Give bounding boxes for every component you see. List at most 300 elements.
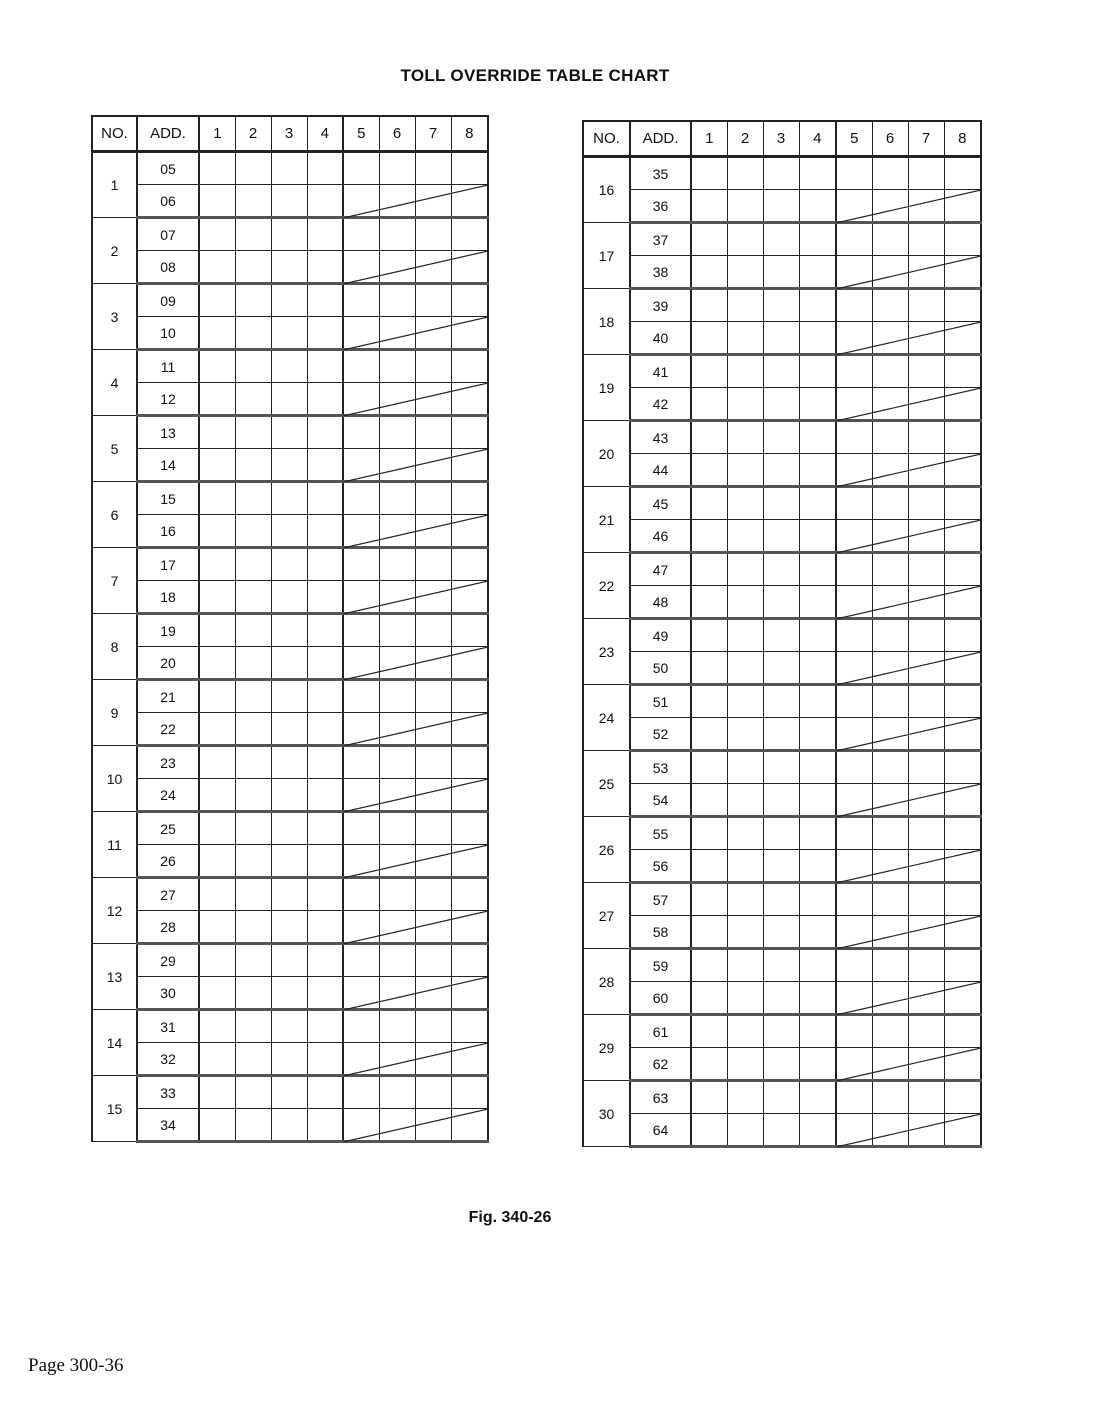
digit-cell[interactable]: [908, 223, 944, 256]
digit-cell[interactable]: [271, 845, 307, 878]
digit-cell[interactable]: [944, 916, 981, 949]
digit-cell[interactable]: [451, 152, 488, 185]
digit-cell[interactable]: [872, 487, 908, 520]
digit-cell[interactable]: [415, 218, 451, 251]
digit-cell[interactable]: [451, 977, 488, 1010]
digit-cell[interactable]: [872, 883, 908, 916]
digit-cell[interactable]: [235, 548, 271, 581]
digit-cell[interactable]: [343, 911, 379, 944]
digit-cell[interactable]: [799, 883, 836, 916]
digit-cell[interactable]: [836, 1114, 872, 1147]
digit-cell[interactable]: [727, 685, 763, 718]
digit-cell[interactable]: [872, 322, 908, 355]
digit-cell[interactable]: [379, 845, 415, 878]
digit-cell[interactable]: [727, 520, 763, 553]
digit-cell[interactable]: [691, 289, 727, 322]
digit-cell[interactable]: [451, 449, 488, 482]
digit-cell[interactable]: [379, 251, 415, 284]
digit-cell[interactable]: [199, 218, 235, 251]
digit-cell[interactable]: [235, 1076, 271, 1109]
digit-cell[interactable]: [908, 883, 944, 916]
digit-cell[interactable]: [307, 581, 343, 614]
digit-cell[interactable]: [836, 322, 872, 355]
digit-cell[interactable]: [451, 284, 488, 317]
digit-cell[interactable]: [908, 1081, 944, 1114]
digit-cell[interactable]: [836, 949, 872, 982]
digit-cell[interactable]: [343, 614, 379, 647]
digit-cell[interactable]: [872, 1048, 908, 1081]
digit-cell[interactable]: [343, 944, 379, 977]
digit-cell[interactable]: [235, 383, 271, 416]
digit-cell[interactable]: [451, 317, 488, 350]
digit-cell[interactable]: [379, 218, 415, 251]
digit-cell[interactable]: [763, 883, 799, 916]
digit-cell[interactable]: [271, 284, 307, 317]
digit-cell[interactable]: [691, 553, 727, 586]
digit-cell[interactable]: [799, 454, 836, 487]
digit-cell[interactable]: [415, 647, 451, 680]
digit-cell[interactable]: [836, 1048, 872, 1081]
digit-cell[interactable]: [199, 416, 235, 449]
digit-cell[interactable]: [343, 845, 379, 878]
digit-cell[interactable]: [235, 284, 271, 317]
digit-cell[interactable]: [235, 614, 271, 647]
digit-cell[interactable]: [763, 982, 799, 1015]
digit-cell[interactable]: [908, 982, 944, 1015]
digit-cell[interactable]: [271, 317, 307, 350]
digit-cell[interactable]: [451, 416, 488, 449]
digit-cell[interactable]: [451, 779, 488, 812]
digit-cell[interactable]: [199, 977, 235, 1010]
digit-cell[interactable]: [343, 284, 379, 317]
digit-cell[interactable]: [799, 388, 836, 421]
digit-cell[interactable]: [451, 1076, 488, 1109]
digit-cell[interactable]: [199, 284, 235, 317]
digit-cell[interactable]: [944, 1015, 981, 1048]
digit-cell[interactable]: [379, 581, 415, 614]
digit-cell[interactable]: [271, 614, 307, 647]
digit-cell[interactable]: [836, 817, 872, 850]
digit-cell[interactable]: [343, 482, 379, 515]
digit-cell[interactable]: [199, 482, 235, 515]
digit-cell[interactable]: [836, 685, 872, 718]
digit-cell[interactable]: [836, 850, 872, 883]
digit-cell[interactable]: [415, 284, 451, 317]
digit-cell[interactable]: [379, 713, 415, 746]
digit-cell[interactable]: [343, 251, 379, 284]
digit-cell[interactable]: [343, 713, 379, 746]
digit-cell[interactable]: [307, 779, 343, 812]
digit-cell[interactable]: [836, 883, 872, 916]
digit-cell[interactable]: [271, 350, 307, 383]
digit-cell[interactable]: [691, 817, 727, 850]
digit-cell[interactable]: [799, 520, 836, 553]
digit-cell[interactable]: [799, 916, 836, 949]
digit-cell[interactable]: [836, 916, 872, 949]
digit-cell[interactable]: [944, 322, 981, 355]
digit-cell[interactable]: [763, 553, 799, 586]
digit-cell[interactable]: [908, 949, 944, 982]
digit-cell[interactable]: [727, 883, 763, 916]
digit-cell[interactable]: [727, 718, 763, 751]
digit-cell[interactable]: [908, 652, 944, 685]
digit-cell[interactable]: [307, 680, 343, 713]
digit-cell[interactable]: [944, 784, 981, 817]
digit-cell[interactable]: [872, 553, 908, 586]
digit-cell[interactable]: [908, 157, 944, 190]
digit-cell[interactable]: [872, 1081, 908, 1114]
digit-cell[interactable]: [307, 548, 343, 581]
digit-cell[interactable]: [944, 487, 981, 520]
digit-cell[interactable]: [235, 713, 271, 746]
digit-cell[interactable]: [799, 1015, 836, 1048]
digit-cell[interactable]: [799, 190, 836, 223]
digit-cell[interactable]: [763, 256, 799, 289]
digit-cell[interactable]: [271, 152, 307, 185]
digit-cell[interactable]: [379, 416, 415, 449]
digit-cell[interactable]: [836, 355, 872, 388]
digit-cell[interactable]: [307, 812, 343, 845]
digit-cell[interactable]: [343, 1010, 379, 1043]
digit-cell[interactable]: [343, 317, 379, 350]
digit-cell[interactable]: [799, 586, 836, 619]
digit-cell[interactable]: [691, 949, 727, 982]
digit-cell[interactable]: [307, 218, 343, 251]
digit-cell[interactable]: [836, 619, 872, 652]
digit-cell[interactable]: [343, 1043, 379, 1076]
digit-cell[interactable]: [836, 190, 872, 223]
digit-cell[interactable]: [451, 911, 488, 944]
digit-cell[interactable]: [235, 746, 271, 779]
digit-cell[interactable]: [944, 586, 981, 619]
digit-cell[interactable]: [235, 944, 271, 977]
digit-cell[interactable]: [271, 251, 307, 284]
digit-cell[interactable]: [727, 1081, 763, 1114]
digit-cell[interactable]: [944, 388, 981, 421]
digit-cell[interactable]: [415, 614, 451, 647]
digit-cell[interactable]: [451, 218, 488, 251]
digit-cell[interactable]: [235, 647, 271, 680]
digit-cell[interactable]: [836, 223, 872, 256]
digit-cell[interactable]: [451, 581, 488, 614]
digit-cell[interactable]: [379, 746, 415, 779]
digit-cell[interactable]: [451, 614, 488, 647]
digit-cell[interactable]: [727, 289, 763, 322]
digit-cell[interactable]: [799, 949, 836, 982]
digit-cell[interactable]: [799, 355, 836, 388]
digit-cell[interactable]: [307, 647, 343, 680]
digit-cell[interactable]: [343, 977, 379, 1010]
digit-cell[interactable]: [415, 878, 451, 911]
digit-cell[interactable]: [944, 949, 981, 982]
digit-cell[interactable]: [691, 718, 727, 751]
digit-cell[interactable]: [763, 1048, 799, 1081]
digit-cell[interactable]: [727, 157, 763, 190]
digit-cell[interactable]: [836, 487, 872, 520]
digit-cell[interactable]: [235, 317, 271, 350]
digit-cell[interactable]: [727, 223, 763, 256]
digit-cell[interactable]: [379, 449, 415, 482]
digit-cell[interactable]: [415, 581, 451, 614]
digit-cell[interactable]: [451, 383, 488, 416]
digit-cell[interactable]: [799, 421, 836, 454]
digit-cell[interactable]: [415, 350, 451, 383]
digit-cell[interactable]: [799, 289, 836, 322]
digit-cell[interactable]: [451, 1043, 488, 1076]
digit-cell[interactable]: [271, 185, 307, 218]
digit-cell[interactable]: [199, 185, 235, 218]
digit-cell[interactable]: [727, 388, 763, 421]
digit-cell[interactable]: [199, 944, 235, 977]
digit-cell[interactable]: [307, 977, 343, 1010]
digit-cell[interactable]: [799, 652, 836, 685]
digit-cell[interactable]: [199, 581, 235, 614]
digit-cell[interactable]: [379, 185, 415, 218]
digit-cell[interactable]: [763, 355, 799, 388]
digit-cell[interactable]: [763, 1015, 799, 1048]
digit-cell[interactable]: [727, 850, 763, 883]
digit-cell[interactable]: [763, 322, 799, 355]
digit-cell[interactable]: [415, 812, 451, 845]
digit-cell[interactable]: [763, 619, 799, 652]
digit-cell[interactable]: [691, 652, 727, 685]
digit-cell[interactable]: [727, 784, 763, 817]
digit-cell[interactable]: [271, 647, 307, 680]
digit-cell[interactable]: [799, 1048, 836, 1081]
digit-cell[interactable]: [199, 647, 235, 680]
digit-cell[interactable]: [451, 680, 488, 713]
digit-cell[interactable]: [908, 520, 944, 553]
digit-cell[interactable]: [763, 652, 799, 685]
digit-cell[interactable]: [944, 652, 981, 685]
digit-cell[interactable]: [872, 685, 908, 718]
digit-cell[interactable]: [199, 911, 235, 944]
digit-cell[interactable]: [343, 1109, 379, 1142]
digit-cell[interactable]: [908, 487, 944, 520]
digit-cell[interactable]: [199, 779, 235, 812]
digit-cell[interactable]: [691, 256, 727, 289]
digit-cell[interactable]: [235, 152, 271, 185]
digit-cell[interactable]: [944, 1114, 981, 1147]
digit-cell[interactable]: [799, 157, 836, 190]
digit-cell[interactable]: [872, 388, 908, 421]
digit-cell[interactable]: [235, 1043, 271, 1076]
digit-cell[interactable]: [379, 977, 415, 1010]
digit-cell[interactable]: [307, 251, 343, 284]
digit-cell[interactable]: [944, 355, 981, 388]
digit-cell[interactable]: [763, 487, 799, 520]
digit-cell[interactable]: [307, 284, 343, 317]
digit-cell[interactable]: [727, 586, 763, 619]
digit-cell[interactable]: [872, 751, 908, 784]
digit-cell[interactable]: [691, 223, 727, 256]
digit-cell[interactable]: [727, 322, 763, 355]
digit-cell[interactable]: [944, 685, 981, 718]
digit-cell[interactable]: [836, 157, 872, 190]
digit-cell[interactable]: [691, 421, 727, 454]
digit-cell[interactable]: [271, 944, 307, 977]
digit-cell[interactable]: [271, 878, 307, 911]
digit-cell[interactable]: [691, 157, 727, 190]
digit-cell[interactable]: [451, 812, 488, 845]
digit-cell[interactable]: [872, 916, 908, 949]
digit-cell[interactable]: [908, 718, 944, 751]
digit-cell[interactable]: [415, 977, 451, 1010]
digit-cell[interactable]: [691, 850, 727, 883]
digit-cell[interactable]: [235, 1010, 271, 1043]
digit-cell[interactable]: [872, 454, 908, 487]
digit-cell[interactable]: [799, 784, 836, 817]
digit-cell[interactable]: [908, 916, 944, 949]
digit-cell[interactable]: [307, 482, 343, 515]
digit-cell[interactable]: [199, 251, 235, 284]
digit-cell[interactable]: [872, 718, 908, 751]
digit-cell[interactable]: [799, 1114, 836, 1147]
digit-cell[interactable]: [836, 454, 872, 487]
digit-cell[interactable]: [908, 289, 944, 322]
digit-cell[interactable]: [199, 152, 235, 185]
digit-cell[interactable]: [307, 416, 343, 449]
digit-cell[interactable]: [415, 1109, 451, 1142]
digit-cell[interactable]: [799, 685, 836, 718]
digit-cell[interactable]: [379, 911, 415, 944]
digit-cell[interactable]: [799, 487, 836, 520]
digit-cell[interactable]: [944, 223, 981, 256]
digit-cell[interactable]: [836, 421, 872, 454]
digit-cell[interactable]: [691, 1048, 727, 1081]
digit-cell[interactable]: [235, 779, 271, 812]
digit-cell[interactable]: [944, 982, 981, 1015]
digit-cell[interactable]: [199, 317, 235, 350]
digit-cell[interactable]: [451, 515, 488, 548]
digit-cell[interactable]: [763, 454, 799, 487]
digit-cell[interactable]: [799, 751, 836, 784]
digit-cell[interactable]: [379, 1076, 415, 1109]
digit-cell[interactable]: [451, 746, 488, 779]
digit-cell[interactable]: [199, 746, 235, 779]
digit-cell[interactable]: [307, 152, 343, 185]
digit-cell[interactable]: [343, 680, 379, 713]
digit-cell[interactable]: [199, 383, 235, 416]
digit-cell[interactable]: [872, 256, 908, 289]
digit-cell[interactable]: [343, 812, 379, 845]
digit-cell[interactable]: [836, 652, 872, 685]
digit-cell[interactable]: [235, 812, 271, 845]
digit-cell[interactable]: [727, 256, 763, 289]
digit-cell[interactable]: [307, 449, 343, 482]
digit-cell[interactable]: [235, 1109, 271, 1142]
digit-cell[interactable]: [271, 746, 307, 779]
digit-cell[interactable]: [235, 251, 271, 284]
digit-cell[interactable]: [944, 1048, 981, 1081]
digit-cell[interactable]: [908, 256, 944, 289]
digit-cell[interactable]: [307, 185, 343, 218]
digit-cell[interactable]: [908, 454, 944, 487]
digit-cell[interactable]: [836, 718, 872, 751]
digit-cell[interactable]: [727, 190, 763, 223]
digit-cell[interactable]: [727, 553, 763, 586]
digit-cell[interactable]: [451, 350, 488, 383]
digit-cell[interactable]: [235, 218, 271, 251]
digit-cell[interactable]: [763, 817, 799, 850]
digit-cell[interactable]: [307, 878, 343, 911]
digit-cell[interactable]: [872, 652, 908, 685]
digit-cell[interactable]: [271, 416, 307, 449]
digit-cell[interactable]: [763, 586, 799, 619]
digit-cell[interactable]: [415, 911, 451, 944]
digit-cell[interactable]: [271, 812, 307, 845]
digit-cell[interactable]: [415, 548, 451, 581]
digit-cell[interactable]: [343, 185, 379, 218]
digit-cell[interactable]: [908, 850, 944, 883]
digit-cell[interactable]: [451, 251, 488, 284]
digit-cell[interactable]: [944, 520, 981, 553]
digit-cell[interactable]: [379, 1109, 415, 1142]
digit-cell[interactable]: [451, 647, 488, 680]
digit-cell[interactable]: [307, 383, 343, 416]
digit-cell[interactable]: [836, 586, 872, 619]
digit-cell[interactable]: [944, 454, 981, 487]
digit-cell[interactable]: [307, 1076, 343, 1109]
digit-cell[interactable]: [271, 449, 307, 482]
digit-cell[interactable]: [199, 878, 235, 911]
digit-cell[interactable]: [307, 713, 343, 746]
digit-cell[interactable]: [199, 449, 235, 482]
digit-cell[interactable]: [872, 784, 908, 817]
digit-cell[interactable]: [799, 817, 836, 850]
digit-cell[interactable]: [763, 850, 799, 883]
digit-cell[interactable]: [908, 322, 944, 355]
digit-cell[interactable]: [415, 1043, 451, 1076]
digit-cell[interactable]: [343, 581, 379, 614]
digit-cell[interactable]: [199, 614, 235, 647]
digit-cell[interactable]: [271, 1109, 307, 1142]
digit-cell[interactable]: [836, 982, 872, 1015]
digit-cell[interactable]: [727, 619, 763, 652]
digit-cell[interactable]: [235, 416, 271, 449]
digit-cell[interactable]: [763, 949, 799, 982]
digit-cell[interactable]: [271, 977, 307, 1010]
digit-cell[interactable]: [379, 1043, 415, 1076]
digit-cell[interactable]: [379, 779, 415, 812]
digit-cell[interactable]: [872, 982, 908, 1015]
digit-cell[interactable]: [691, 982, 727, 1015]
digit-cell[interactable]: [307, 1109, 343, 1142]
digit-cell[interactable]: [944, 157, 981, 190]
digit-cell[interactable]: [836, 1081, 872, 1114]
digit-cell[interactable]: [343, 515, 379, 548]
digit-cell[interactable]: [379, 878, 415, 911]
digit-cell[interactable]: [944, 1081, 981, 1114]
digit-cell[interactable]: [343, 746, 379, 779]
digit-cell[interactable]: [235, 581, 271, 614]
digit-cell[interactable]: [691, 685, 727, 718]
digit-cell[interactable]: [235, 515, 271, 548]
digit-cell[interactable]: [343, 416, 379, 449]
digit-cell[interactable]: [836, 553, 872, 586]
digit-cell[interactable]: [908, 421, 944, 454]
digit-cell[interactable]: [908, 190, 944, 223]
digit-cell[interactable]: [379, 383, 415, 416]
digit-cell[interactable]: [691, 355, 727, 388]
digit-cell[interactable]: [451, 1010, 488, 1043]
digit-cell[interactable]: [271, 383, 307, 416]
digit-cell[interactable]: [763, 289, 799, 322]
digit-cell[interactable]: [235, 449, 271, 482]
digit-cell[interactable]: [379, 350, 415, 383]
digit-cell[interactable]: [199, 350, 235, 383]
digit-cell[interactable]: [271, 1076, 307, 1109]
